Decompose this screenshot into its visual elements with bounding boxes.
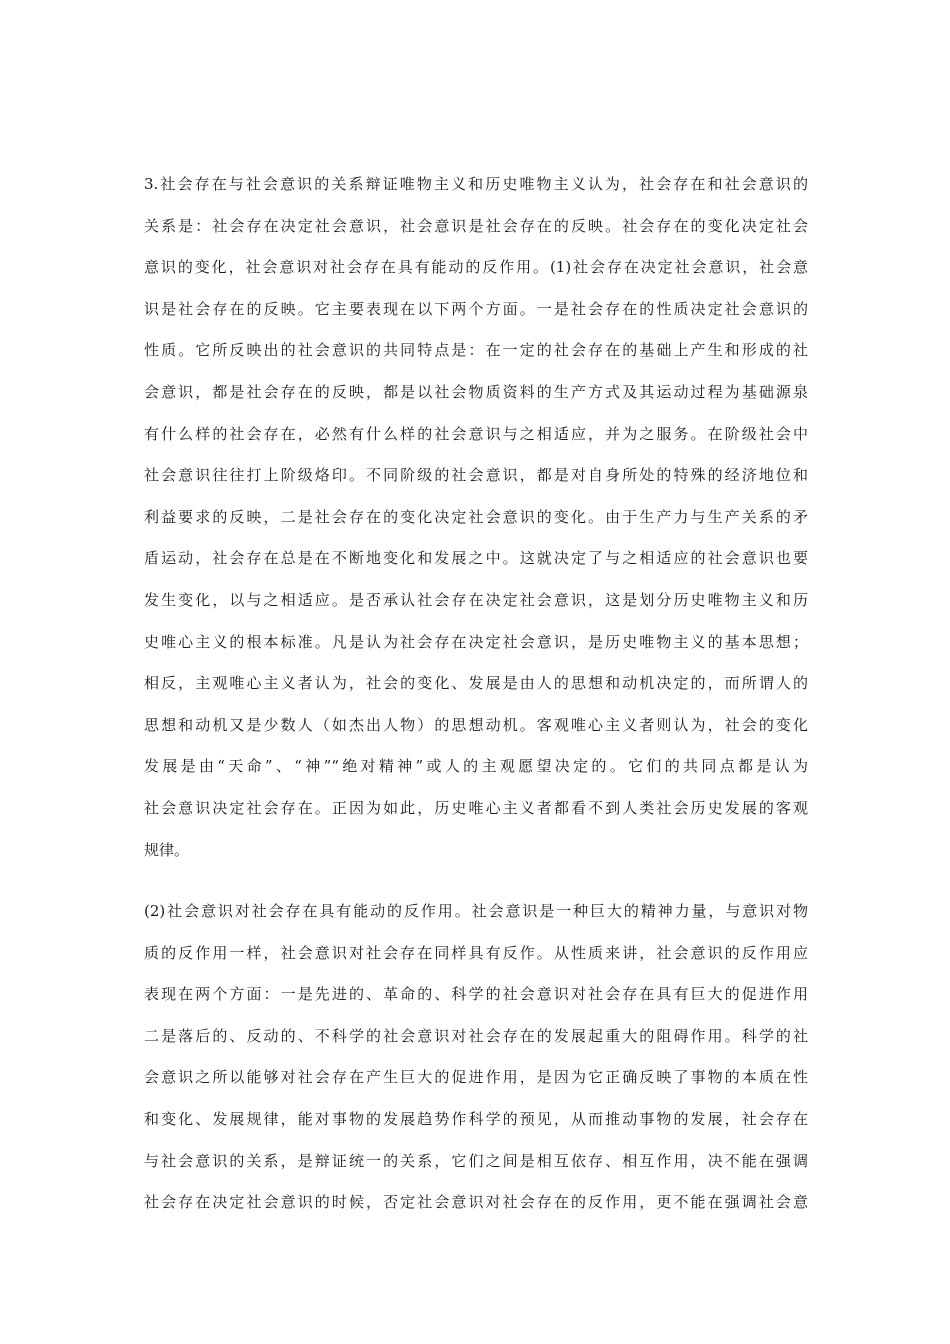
text-line: 史唯心主义的根本标准。凡是认为社会存在决定社会意识，是历史唯物主义的基本思想； <box>144 632 808 651</box>
paragraph-spacer <box>144 871 808 891</box>
text-line: 和变化、发展规律，能对事物的发展趋势作科学的预见，从而推动事物的发展，社会存在 <box>144 1110 808 1129</box>
text-line: 识是社会存在的反映。它主要表现在以下两个方面。一是社会存在的性质决定社会意识的 <box>144 299 808 318</box>
text-line: 性质。它所反映出的社会意识的共同特点是：在一定的社会存在的基础上产生和形成的社 <box>144 341 808 360</box>
text-line: 有什么样的社会存在，必然有什么样的社会意识与之相适应，并为之服务。在阶级社会中 <box>144 424 808 443</box>
text-line: 意识的变化，社会意识对社会存在具有能动的反作用。(1)社会存在决定社会意识，社会意 <box>144 258 808 277</box>
text-line: (2)社会意识对社会存在具有能动的反作用。社会意识是一种巨大的精神力量，与意识对物 <box>144 902 808 921</box>
text-line: 盾运动，社会存在总是在不断地变化和发展之中。这就决定了与之相适应的社会意识也要 <box>144 549 808 568</box>
text-line: 利益要求的反映，二是社会存在的变化决定社会意识的变化。由于生产力与生产关系的矛 <box>144 507 808 526</box>
text-line: 社会存在决定社会意识的时候，否定社会意识对社会存在的反作用，更不能在强调社会意 <box>144 1193 808 1212</box>
text-line: 思想和动机又是少数人（如杰出人物）的思想动机。客观唯心主义者则认为，社会的变化 <box>144 715 808 734</box>
text-line: 相反，主观唯心主义者认为，社会的变化、发展是由人的思想和动机决定的，而所谓人的 <box>144 674 808 693</box>
text-line: 质的反作用一样，社会意识对社会存在同样具有反作。从性质来讲，社会意识的反作用应 <box>144 943 808 962</box>
text-line: 发展是由“天命”、“神”“绝对精神”或人的主观愿望决定的。它们的共同点都是认为 <box>144 757 808 776</box>
text-line: 社会意识往往打上阶级烙印。不同阶级的社会意识，都是对自身所处的特殊的经济地位和 <box>144 466 808 485</box>
text-line: 关系是：社会存在决定社会意识，社会意识是社会存在的反映。社会存在的变化决定社会 <box>144 216 808 235</box>
text-line: 社会意识决定社会存在。正因为如此，历史唯心主义者都看不到人类社会历史发展的客观 <box>144 798 808 817</box>
text-line: 二是落后的、反动的、不科学的社会意识对社会存在的发展起重大的阻碍作用。科学的社 <box>144 1026 808 1045</box>
text-line: 表现在两个方面：一是先进的、革命的、科学的社会意识对社会存在具有巨大的促进作用 <box>144 985 808 1004</box>
text-line: 与社会意识的关系，是辩证统一的关系，它们之间是相互依存、相互作用，决不能在强调 <box>144 1151 808 1170</box>
paragraph-2 <box>144 891 808 1224</box>
paragraph-1 <box>144 164 808 871</box>
document-body <box>144 164 808 1224</box>
text-line: 3.社会存在与社会意识的关系辩证唯物主义和历史唯物主义认为，社会存在和社会意识的 <box>144 175 808 193</box>
text-line: 发生变化，以与之相适应。是否承认社会存在决定社会意识，这是划分历史唯物主义和历 <box>144 590 808 609</box>
text-line: 规律。 <box>144 840 190 859</box>
text-line: 会意识之所以能够对社会存在产生巨大的促进作用，是因为它正确反映了事物的本质在性 <box>144 1068 808 1087</box>
text-line: 会意识，都是社会存在的反映，都是以社会物质资料的生产方式及其运动过程为基础源泉 <box>144 382 808 401</box>
